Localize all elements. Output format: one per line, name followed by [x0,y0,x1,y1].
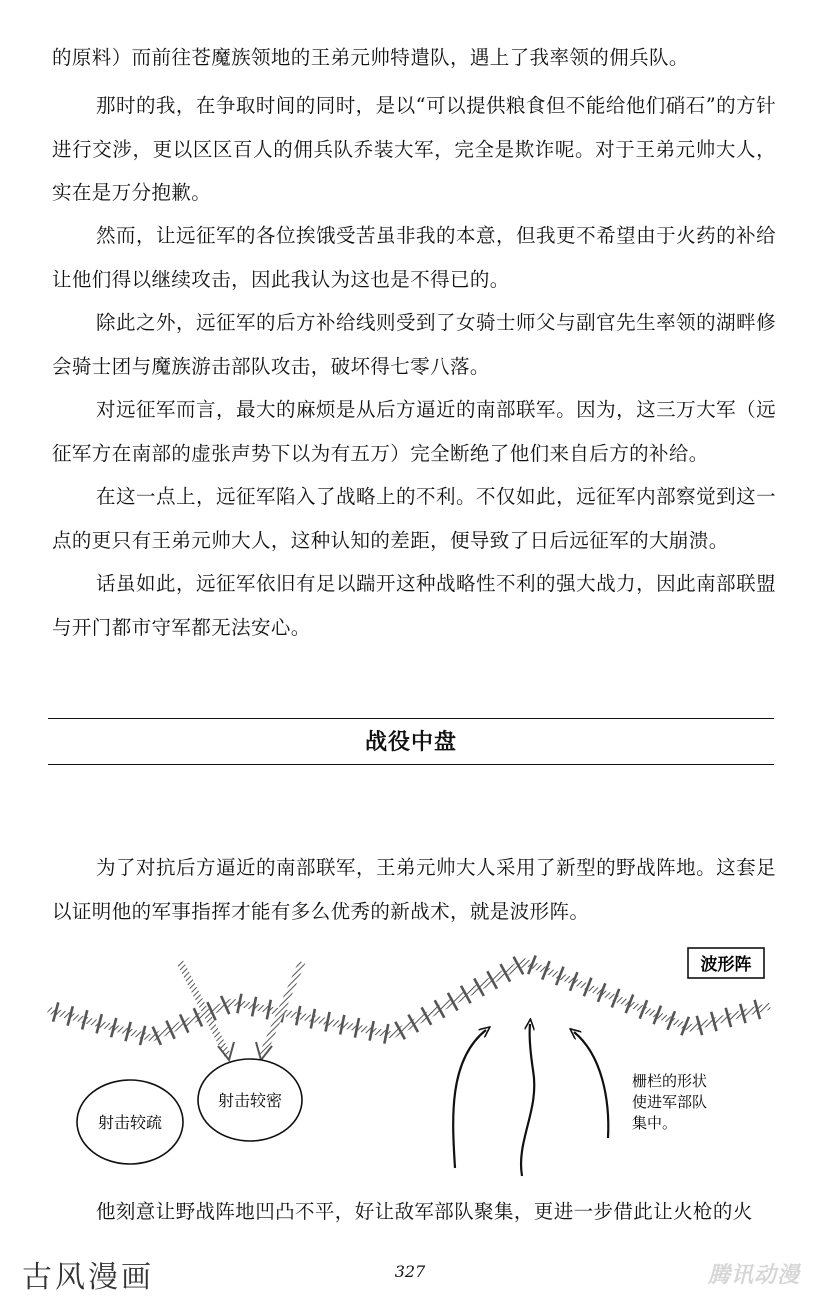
paragraph-2: 那时的我，在争取时间的同时，是以“可以提供粮食但不能给他们硝石”的方针进行交涉，更以区区百人的佣兵队乔装大军，完全是欺诈呢。对于王弟元帅大人，实在是万分抱歉。 [52,94,776,204]
paragraph-7: 话虽如此，远征军依旧有足以踹开这种战略性不利的强大战力，因此南部联盟与开门都市守军都无法安心。 [52,572,776,639]
note-line-3: 集中。 [632,1114,678,1132]
advance-arrows [453,1024,608,1176]
oval-dense [198,1059,302,1141]
watermark-left: 古风漫画 [22,1260,154,1295]
advance-arrow-center [521,1024,534,1176]
watermark-right: 腾讯动漫 [707,1263,800,1288]
section-rule-top [48,718,774,719]
wave-formation-diagram [0,940,820,1180]
paragraph-4: 除此之外，远征军的后方补给线则受到了女骑士师父与副官先生率领的湖畔修会骑士团与魔族游击部队攻击，破坏得七零八落。 [52,311,776,378]
advance-arrow-left [453,1030,486,1168]
fence-line [48,956,770,1046]
advance-arrow-right [574,1032,608,1138]
page-number: 327 [394,1262,426,1281]
diagram-label-box [688,948,764,978]
note-line-2: 使进军部队 [632,1093,708,1111]
oval-dense-label: 射击较密 [217,1091,283,1110]
note-line-1: 栅栏的形状 [632,1072,708,1090]
paragraph-5: 对远征军而言，最大的麻烦是从后方逼近的南部联军。因为，这三万大军（远征军方在南部的虚张声势下以为有五万）完全断绝了他们来自后方的补给。 [52,398,776,465]
fire-arrows [180,962,302,1060]
paragraph-1: 的原料）而前往苍魔族领地的王弟元帅特遣队，遇上了我率领的佣兵队。 [52,46,689,69]
diagram-label: 波形阵 [700,955,752,975]
note [632,1072,707,1132]
section-title: 战役中盘 [364,730,457,755]
oval-sparse-label: 射击较疏 [97,1113,163,1132]
paragraph-3: 然而，让远征军的各位挨饿受苦虽非我的本意，但我更不希望由于火药的补给让他们得以继续攻击，因此我认为这也是不得已的。 [52,224,776,291]
oval-sparse [77,1080,183,1164]
paragraph-6: 在这一点上，远征军陷入了战略上的不利。不仅如此，远征军内部察觉到这一点的更只有王弟元帅大人，这种认知的差距，便导致了日后远征军的大崩溃。 [52,485,776,552]
paragraph-bottom: 他刻意让野战阵地凹凸不平，好让敌军部队聚集，更进一步借此让火枪的火 [96,1200,753,1223]
section-rule-bottom [48,764,774,765]
paragraph-after-title: 为了对抗后方逼近的南部联军，王弟元帅大人采用了新型的野战阵地。这套足以证明他的军事指挥才能有多么优秀的新战术，就是波形阵。 [52,856,776,923]
